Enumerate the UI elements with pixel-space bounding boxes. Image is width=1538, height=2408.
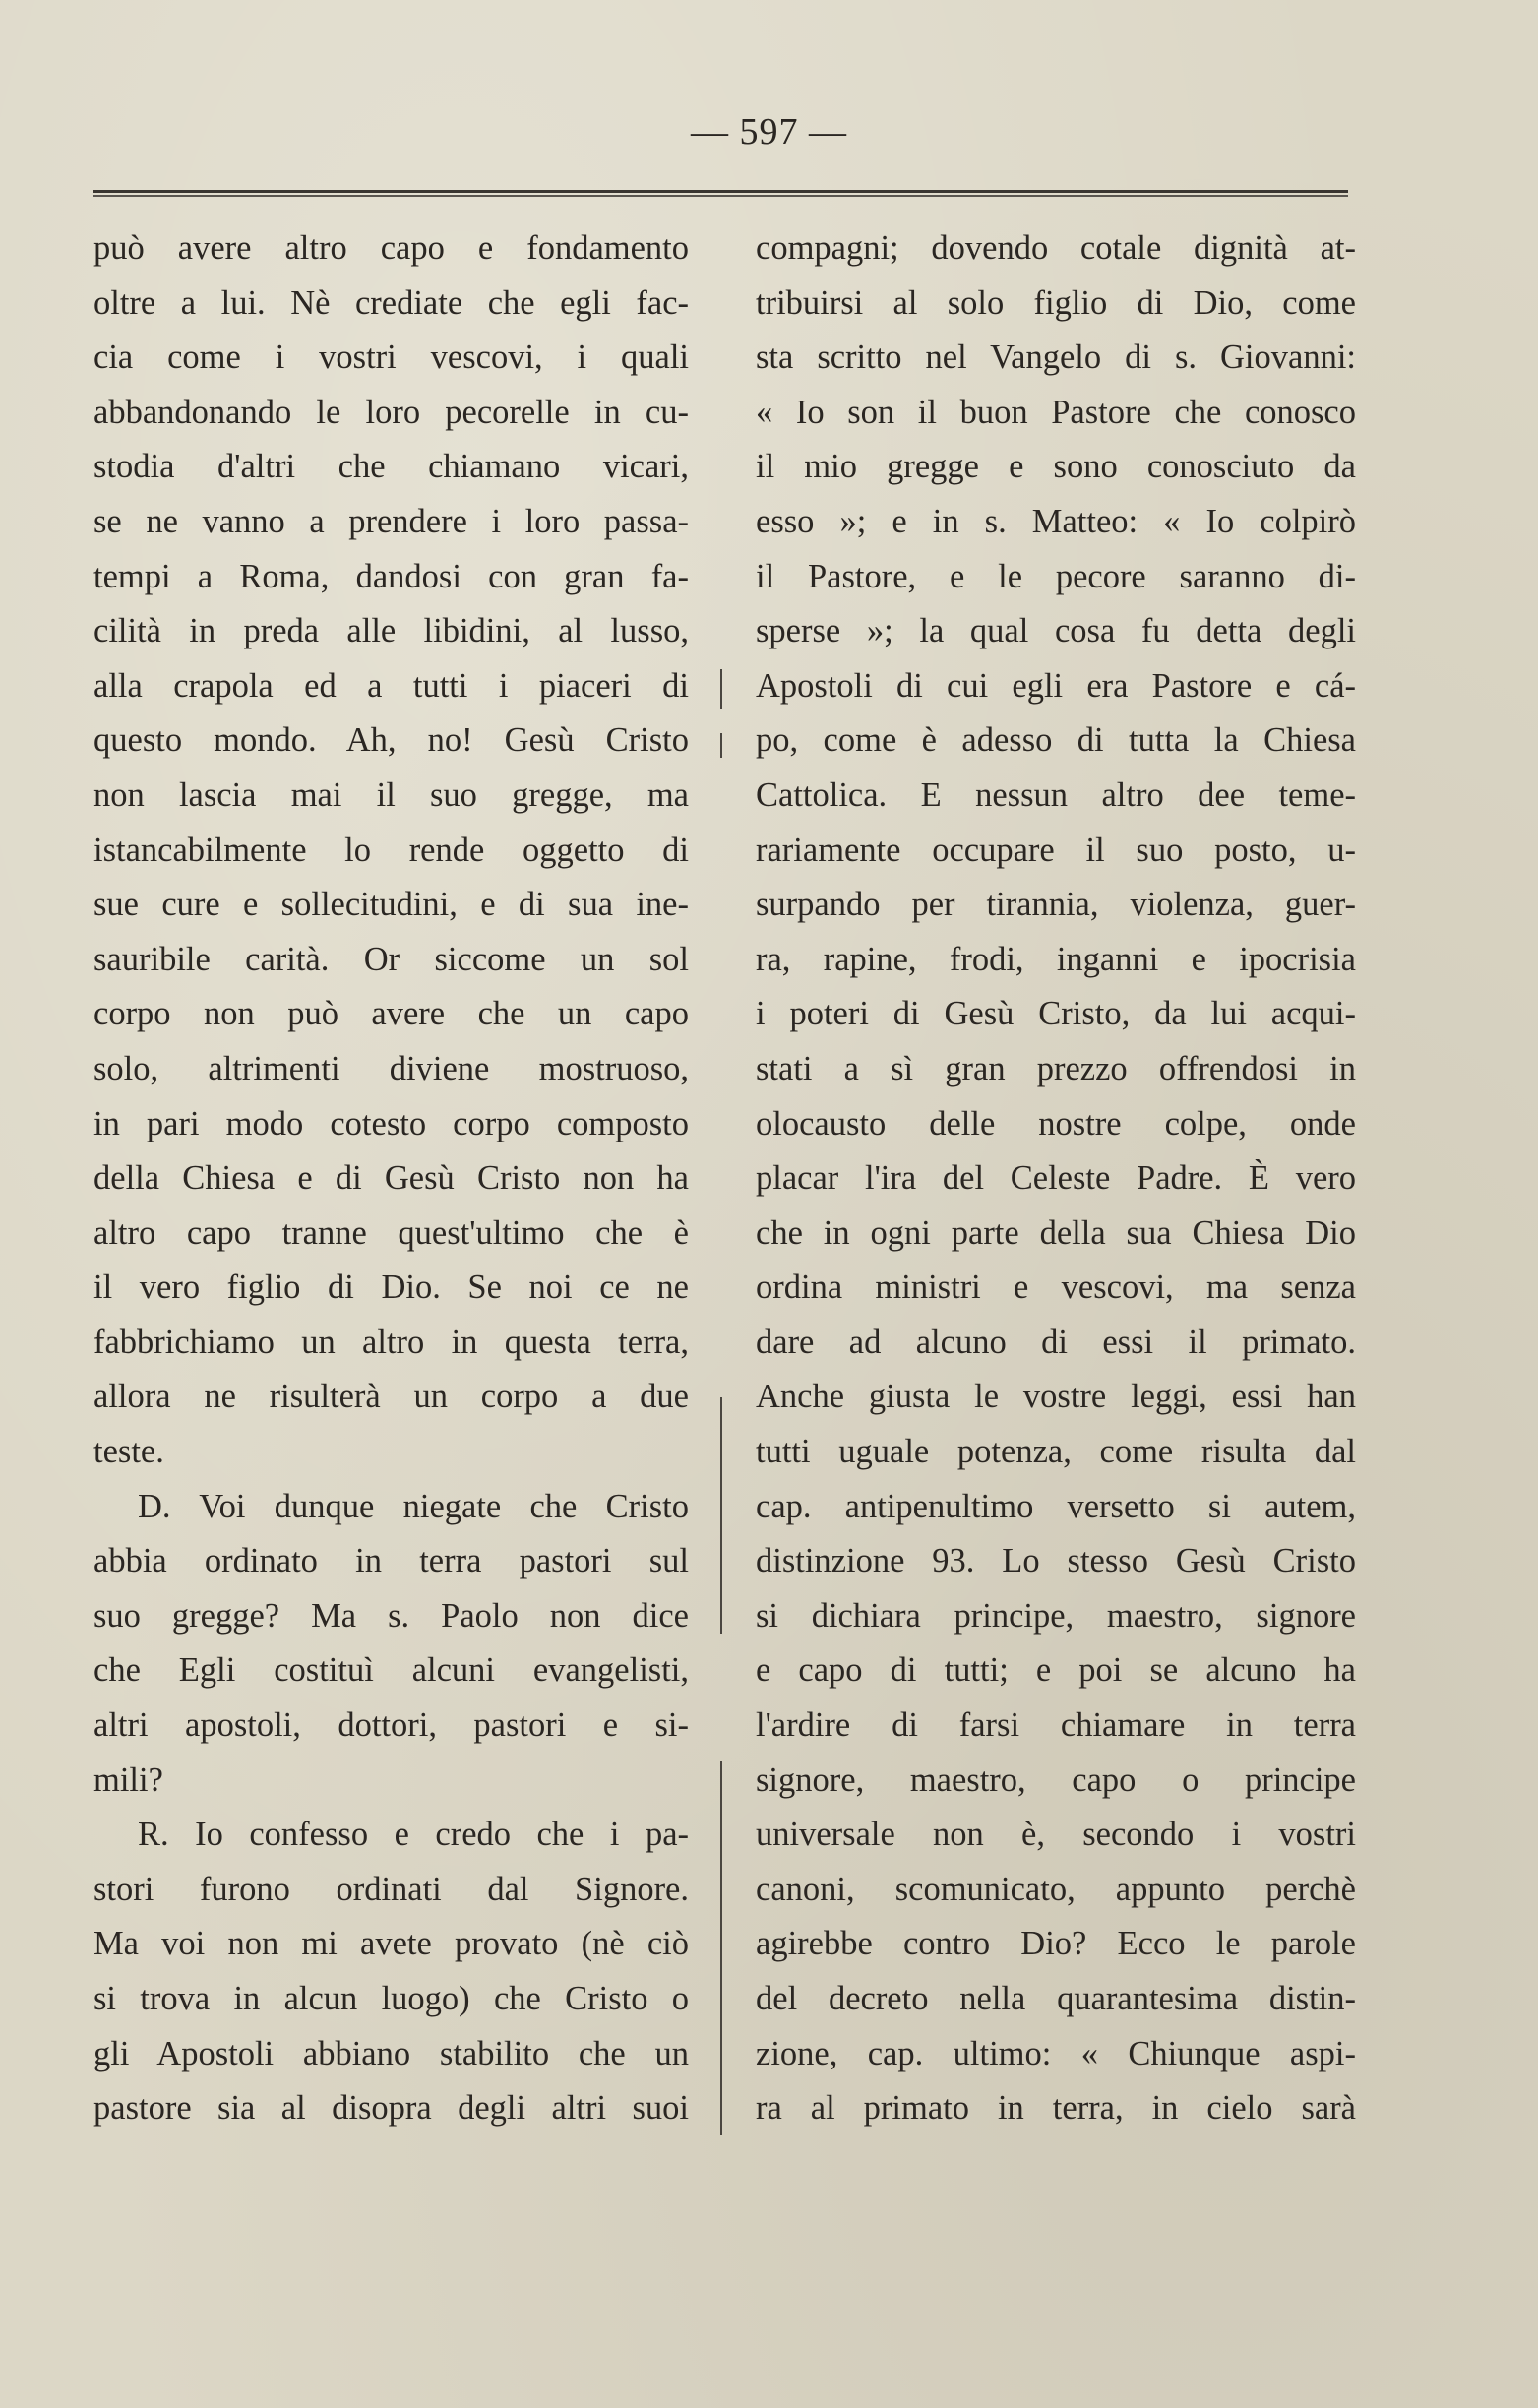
text-line: che in ogni parte della sua Chiesa Dio — [756, 1213, 1356, 1252]
text-line: i poteri di Gesù Cristo, da lui acqui- — [756, 995, 1356, 1033]
text-line: solo, altrimenti diviene mostruoso, — [93, 1049, 689, 1087]
column-divider — [720, 669, 722, 709]
text-line: stori furono ordinati dal Signore. — [93, 1870, 689, 1908]
text-line: non lascia mai il suo gregge, ma — [93, 775, 689, 814]
text-line: po, come è adesso di tutta la Chiesa — [756, 721, 1356, 760]
column-divider — [720, 1761, 722, 2135]
text-line: cia come i vostri vescovi, i quali — [93, 339, 689, 377]
text-line: suo gregge? Ma s. Paolo non dice — [93, 1596, 689, 1635]
text-line: ra, rapine, frodi, inganni e ipocrisia — [756, 940, 1356, 978]
text-line: sauribile carità. Or siccome un sol — [93, 940, 689, 978]
text-line: può avere altro capo e fondamento — [93, 229, 689, 267]
text-line: che Egli costituì alcuni evangelisti, — [93, 1651, 689, 1690]
text-line: stodia d'altri che chiamano vicari, — [93, 448, 689, 486]
text-line: tempi a Roma, dandosi con gran fa- — [93, 557, 689, 595]
text-line: mili? — [93, 1760, 163, 1799]
text-line: esso »; e in s. Matteo: « Io colpirò — [756, 502, 1356, 540]
text-line: agirebbe contro Dio? Ecco le parole — [756, 1925, 1356, 1963]
text-line: rariamente occupare il suo posto, u- — [756, 831, 1356, 869]
text-line: altro capo tranne quest'ultimo che è — [93, 1213, 689, 1252]
text-line: il vero figlio di Dio. Se noi ce ne — [93, 1268, 689, 1307]
text-line: della Chiesa e di Gesù Cristo non ha — [93, 1159, 689, 1198]
text-line: fabbrichiamo un altro in questa terra, — [93, 1323, 689, 1361]
text-line: zione, cap. ultimo: « Chiunque aspi- — [756, 2034, 1356, 2072]
text-line: altri apostoli, dottori, pastori e si- — [93, 1706, 689, 1745]
text-line: pastore sia al disopra degli altri suoi — [93, 2089, 689, 2128]
text-line: D. Voi dunque niegate che Cristo — [138, 1487, 689, 1525]
text-line: sta scritto nel Vangelo di s. Giovanni: — [756, 339, 1356, 377]
text-line: si dichiara principe, maestro, signore — [756, 1596, 1356, 1635]
text-line: il mio gregge e sono conosciuto da — [756, 448, 1356, 486]
text-line: Ma voi non mi avete provato (nè ciò — [93, 1925, 689, 1963]
text-line: l'ardire di farsi chiamare in terra — [756, 1706, 1356, 1745]
column-divider — [720, 733, 722, 758]
text-line: cilità in preda alle libidini, al lusso, — [93, 612, 689, 650]
text-line: signore, maestro, capo o principe — [756, 1760, 1356, 1799]
text-line: oltre a lui. Nè crediate che egli fac- — [93, 283, 689, 322]
text-line: placar l'ira del Celeste Padre. È vero — [756, 1159, 1356, 1198]
text-line: compagni; dovendo cotale dignità at- — [756, 229, 1356, 267]
right-column — [756, 221, 1356, 2136]
left-column — [93, 221, 689, 2136]
text-line: stati a sì gran prezzo offrendosi in — [756, 1049, 1356, 1087]
text-line: distinzione 93. Lo stesso Gesù Cristo — [756, 1542, 1356, 1580]
text-line: il Pastore, e le pecore saranno di- — [756, 557, 1356, 595]
text-line: abbandonando le loro pecorelle in cu- — [93, 393, 689, 431]
text-line: olocausto delle nostre colpe, onde — [756, 1104, 1356, 1142]
text-line: dare ad alcuno di essi il primato. — [756, 1323, 1356, 1361]
text-line: cap. antipenultimo versetto si autem, — [756, 1487, 1356, 1525]
text-line: si trova in alcun luogo) che Cristo o — [93, 1980, 689, 2017]
text-line: canoni, scomunicato, appunto perchè — [756, 1870, 1356, 1908]
text-line: alla crapola ed a tutti i piaceri di — [93, 666, 689, 705]
text-line: istancabilmente lo rende oggetto di — [93, 831, 689, 869]
text-line: ordina ministri e vescovi, ma senza — [756, 1268, 1356, 1307]
text-line: allora ne risulterà un corpo a due — [93, 1378, 689, 1416]
text-line: sperse »; la qual cosa fu detta degli — [756, 612, 1356, 650]
text-line: questo mondo. Ah, no! Gesù Cristo — [93, 721, 689, 760]
header-rule — [93, 190, 1348, 197]
page-number: — 597 — — [691, 111, 847, 153]
text-line: Anche giusta le vostre leggi, essi han — [756, 1378, 1356, 1416]
text-line: universale non è, secondo i vostri — [756, 1816, 1356, 1854]
text-line: tribuirsi al solo figlio di Dio, come — [756, 283, 1356, 322]
text-line: se ne vanno a prendere i loro passa- — [93, 502, 689, 540]
text-line: Apostoli di cui egli era Pastore e cá- — [756, 666, 1356, 705]
text-line: in pari modo cotesto corpo composto — [93, 1104, 689, 1142]
text-line: e capo di tutti; e poi se alcuno ha — [756, 1651, 1356, 1690]
text-line: gli Apostoli abbiano stabilito che un — [93, 2034, 689, 2072]
column-divider — [720, 1397, 722, 1634]
text-line: ra al primato in terra, in cielo sarà — [756, 2089, 1356, 2128]
text-line: del decreto nella quarantesima distin- — [756, 1980, 1356, 2017]
text-line: sue cure e sollecitudini, e di sua ine- — [93, 886, 689, 924]
text-line: R. Io confesso e credo che i pa- — [138, 1816, 689, 1854]
text-line: corpo non può avere che un capo — [93, 995, 689, 1033]
text-line: surpando per tirannia, violenza, guer- — [756, 886, 1356, 924]
text-line: teste. — [93, 1433, 164, 1471]
text-line: abbia ordinato in terra pastori sul — [93, 1542, 689, 1580]
text-line: tutti uguale potenza, come risulta dal — [756, 1433, 1356, 1471]
text-line: Cattolica. E nessun altro dee teme- — [756, 775, 1356, 814]
text-line: « Io son il buon Pastore che conosco — [756, 393, 1356, 431]
